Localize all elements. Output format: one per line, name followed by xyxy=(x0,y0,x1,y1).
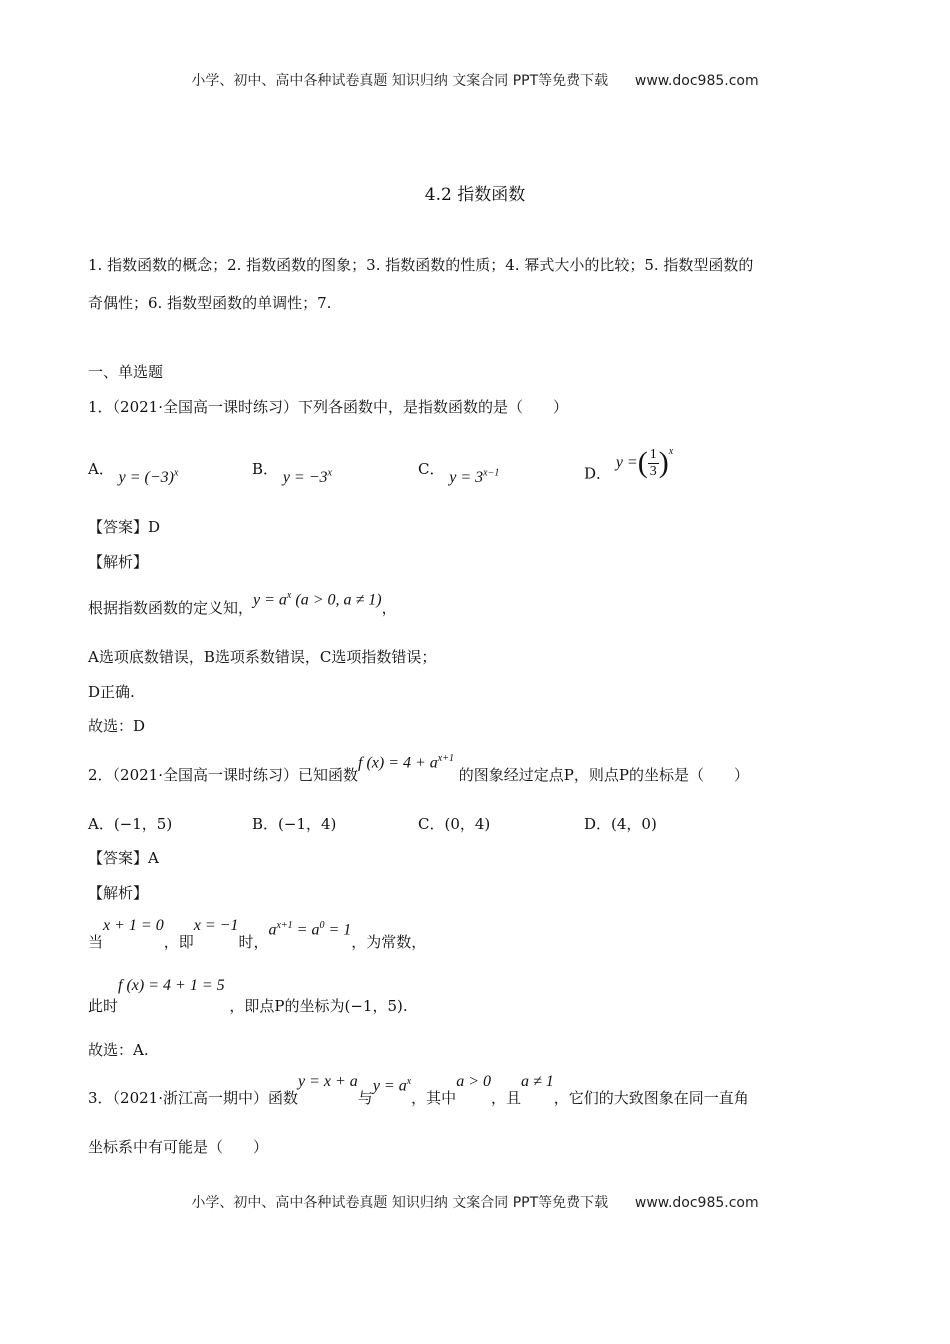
q1-analysis-line-1: 根据指数函数的定义知，$y = a^x$ (a > 0, a ≠ 1)， xyxy=(88,590,397,617)
q3-stem-line-2: 坐标系中有可能是（ ） xyxy=(88,1138,269,1156)
q1-option-a-label: A． xyxy=(88,460,114,478)
q1-stem: 1．（2021·全国高一课时练习）下列各函数中，是指数函数的是（ ） xyxy=(88,398,568,416)
q1-option-d-numerator: 1 xyxy=(649,446,657,462)
q2-analysis-line-1: 当x + 1 = 0，即x = −1时，$a^{x+1} = a^0 = 1$，为常数， xyxy=(88,917,427,951)
page-header xyxy=(0,70,950,90)
q1-option-c xyxy=(418,458,500,486)
header-text: 小学、初中、高中各种试卷真题 知识归纳 文案合同 PPT等免费下载 xyxy=(191,73,609,89)
q1-analysis-line-2: A选项底数错误，B选项系数错误，C选项指数错误； xyxy=(88,648,437,666)
page-title: 4.2 指数函数 xyxy=(424,185,526,205)
q3-stem-line-1: 3．（2021·浙江高一期中）函数y = x + a与$y = a^x$，其中a > 0，且a ≠ 1，它们的大致图象在同一直角 xyxy=(88,1073,749,1107)
q2-option-a: A．(−1，5) xyxy=(88,815,173,833)
q1-analysis-line-3: D正确. xyxy=(88,683,135,701)
q1-option-d-label: D． xyxy=(584,464,612,483)
q1-option-b-math: $y = -3^x$ xyxy=(282,467,332,486)
q2-option-c: C．(0，4) xyxy=(418,815,491,833)
q1-option-c-math: $y = 3^{x-1}$ xyxy=(449,467,500,486)
q1-option-d xyxy=(584,446,674,492)
q1-answer: 【答案】D xyxy=(88,518,161,536)
header-site: www.doc985.com xyxy=(634,73,759,89)
q2-option-b: B．(−1，4) xyxy=(252,815,337,833)
page-footer xyxy=(0,1192,950,1212)
footer-text: 小学、初中、高中各种试卷真题 知识归纳 文案合同 PPT等免费下载 xyxy=(191,1195,609,1211)
q1-option-a-math: $y = (-3)^x$ xyxy=(118,467,179,486)
section-heading: 一、单选题 xyxy=(88,363,164,381)
q1-option-d-denominator: 3 xyxy=(649,463,657,479)
q1-option-c-label: C． xyxy=(418,460,445,478)
q1-option-b xyxy=(252,458,332,486)
footer-site: www.doc985.com xyxy=(634,1195,759,1211)
q2-analysis-label: 【解析】 xyxy=(88,884,149,902)
q1-analysis-label: 【解析】 xyxy=(88,553,149,571)
topics-line-2: 奇偶性；6. 指数型函数的单调性；7. xyxy=(88,294,332,312)
q2-answer: 【答案】A xyxy=(88,849,159,867)
q1-option-a xyxy=(88,458,179,486)
q2-analysis-line-3: 故选：A. xyxy=(88,1041,149,1059)
q1-analysis-line-4: 故选：D xyxy=(88,717,146,735)
q2-option-d: D．(4，0) xyxy=(584,815,657,833)
q1-option-b-label: B． xyxy=(252,460,279,478)
q1-option-d-math: y =( $\frac{1}{3}$ )$^x$ xyxy=(615,446,674,479)
q2-analysis-line-2: 此时f (x) = 4 + 1 = 5 ，即点P的坐标为(−1，5). xyxy=(88,977,408,1015)
q2-stem: 2．（2021·全国高一课时练习）已知函数f $(x) = 4 + a^{x+1}$ 的图象经过定点P，则点P的坐标是（ ） xyxy=(88,753,749,784)
topics-line-1: 1. 指数函数的概念；2. 指数函数的图象；3. 指数函数的性质；4. 幂式大小的比较；5. 指数型函数的 xyxy=(88,256,754,274)
